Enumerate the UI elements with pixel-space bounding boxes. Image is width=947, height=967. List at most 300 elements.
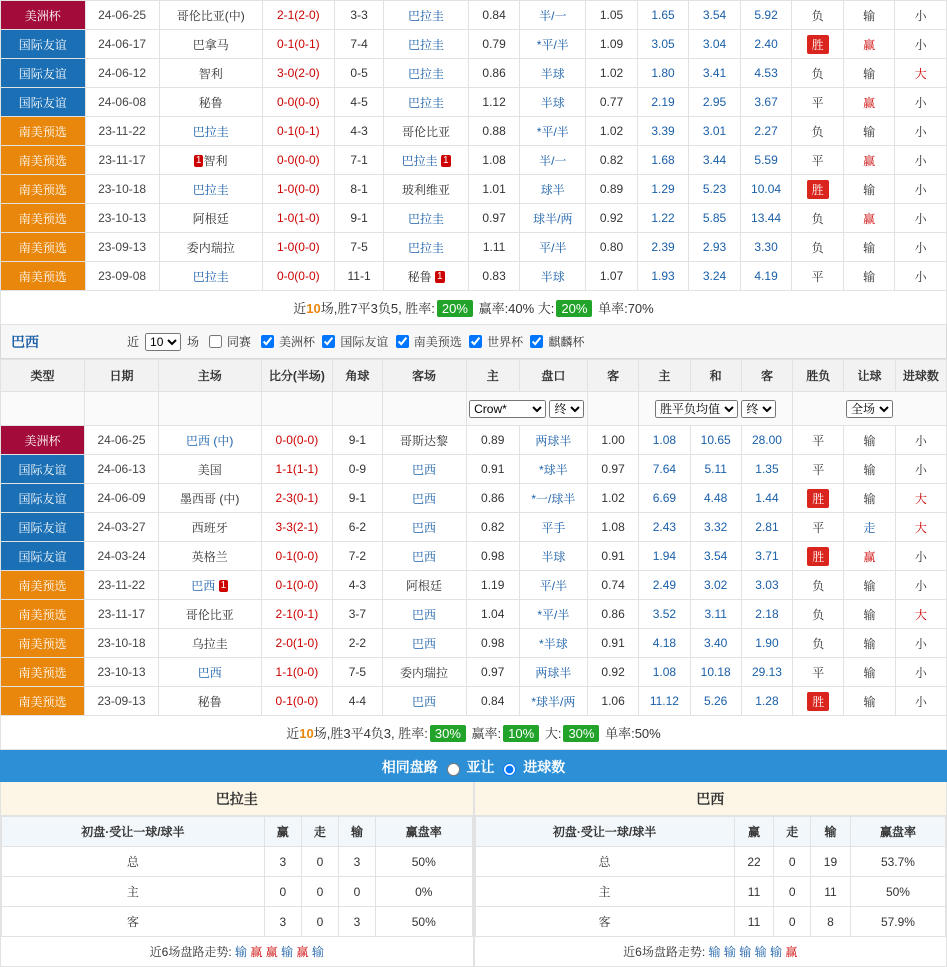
col-header-0[interactable]: 类型: [1, 360, 85, 392]
eu-draw: 10.65: [690, 426, 741, 455]
eu-draw: 3.04: [689, 30, 741, 59]
match-score: 2-1(2-0): [262, 1, 334, 30]
home-team[interactable]: [158, 426, 261, 455]
table-row[interactable]: [1, 1, 947, 30]
eu-lose: 4.53: [740, 59, 792, 88]
result-tag: 负: [812, 608, 824, 622]
result-goals: [895, 59, 947, 88]
result-handicap: [843, 30, 895, 59]
match-score: 3-3(2-1): [261, 513, 333, 542]
home-odds: 0.83: [468, 262, 520, 291]
same-league-text: 同赛: [227, 333, 251, 350]
eu-draw: 5.85: [689, 204, 741, 233]
eu-lose: 10.04: [740, 175, 792, 204]
home-team[interactable]: [159, 233, 262, 262]
result-tag: 胜: [807, 692, 829, 711]
league-filter-3[interactable]: [465, 332, 523, 351]
away-odds: 0.92: [587, 658, 638, 687]
away-odds: 1.05: [586, 1, 638, 30]
paraguay-road-panel: [0, 782, 474, 967]
trend-item: 输: [312, 945, 324, 959]
eu-lose: 1.44: [741, 484, 792, 513]
match-date: 24-06-17: [85, 30, 159, 59]
away-team[interactable]: [382, 484, 466, 513]
result-goals: [895, 455, 946, 484]
match-category: 南美预选: [1, 175, 86, 204]
summary-winrate: 20%: [437, 300, 473, 317]
road-option-handicap-radio[interactable]: [447, 763, 460, 776]
road-col-2: 走: [301, 817, 338, 847]
match-score: 2-1(0-1): [261, 600, 333, 629]
team-name: 墨西哥 (中): [180, 492, 239, 506]
match-category: 南美预选: [1, 117, 86, 146]
col-header-6[interactable]: 主: [466, 360, 519, 392]
home-team[interactable]: [158, 455, 261, 484]
road-label: 主: [2, 877, 265, 907]
result-tag: 平: [812, 521, 824, 535]
result-tag: 负: [812, 241, 824, 255]
corner-score: 6-2: [333, 513, 382, 542]
road-lose: 11: [811, 877, 851, 907]
home-team[interactable]: [159, 30, 262, 59]
match-category: 国际友谊: [1, 513, 85, 542]
team-name: 巴西: [412, 608, 436, 622]
subhead-blank-7: [587, 392, 638, 426]
col-header-4[interactable]: 角球: [333, 360, 382, 392]
col-header-12[interactable]: 胜负: [793, 360, 844, 392]
eu-lose: 1.28: [741, 687, 792, 716]
match-score: 0-1(0-0): [261, 542, 333, 571]
road-label: 主: [475, 877, 734, 907]
road-option-handicap-label: 亚让: [467, 759, 495, 775]
team-name: 巴拉圭: [193, 125, 229, 139]
table-row[interactable]: [1, 658, 947, 687]
match-score: 0-0(0-0): [262, 88, 334, 117]
paraguay-trend-values: [235, 945, 324, 959]
home-team[interactable]: [158, 600, 261, 629]
away-team[interactable]: [384, 146, 469, 175]
team-name: 阿根廷: [193, 212, 229, 226]
home-odds: 0.86: [466, 484, 519, 513]
team-name: 西班牙: [192, 521, 228, 535]
road-col-4: 赢盘率: [376, 817, 472, 847]
eu-win: 1.68: [637, 146, 689, 175]
eu-win: 2.19: [637, 88, 689, 117]
handicap: 半/一: [520, 146, 586, 175]
handicap: 两球半: [519, 658, 587, 687]
match-category: 南美预选: [1, 629, 85, 658]
away-team[interactable]: [384, 88, 469, 117]
result-tag: 走: [864, 521, 876, 535]
league-filter-1[interactable]: [318, 332, 388, 351]
league-filter-4[interactable]: [526, 332, 584, 351]
paraguay-trend-label: 近6场盘路走势:: [150, 945, 232, 959]
result-goals: [895, 233, 947, 262]
table-row[interactable]: [1, 146, 947, 175]
eu-win: 11.12: [639, 687, 690, 716]
result-tag: 负: [812, 637, 824, 651]
table-row[interactable]: [1, 600, 947, 629]
table-row[interactable]: [1, 687, 947, 716]
table-row[interactable]: [1, 629, 947, 658]
away-team[interactable]: [382, 455, 466, 484]
away-odds: 1.09: [586, 30, 638, 59]
handicap: 半/一: [520, 1, 586, 30]
trend-item: 输: [724, 945, 736, 959]
b-summary-bigrate: 30%: [563, 725, 599, 742]
road-rate: 53.7%: [850, 847, 945, 877]
away-team[interactable]: [382, 426, 466, 455]
home-odds: 1.08: [468, 146, 520, 175]
away-team[interactable]: [382, 571, 466, 600]
result-wl: [792, 175, 844, 204]
road-rate: 50%: [376, 847, 472, 877]
trend-item: 赢: [250, 945, 262, 959]
eu-draw: 3.01: [689, 117, 741, 146]
result-wl: [793, 600, 844, 629]
b-summary-winrate2: 10%: [503, 725, 539, 742]
result-goals: [895, 426, 946, 455]
handicap: 半球: [520, 59, 586, 88]
away-team[interactable]: [382, 542, 466, 571]
result-tag: 大: [915, 67, 927, 81]
team-name: 委内瑞拉: [187, 241, 235, 255]
match-category: 国际友谊: [1, 30, 86, 59]
away-team[interactable]: [384, 117, 469, 146]
match-score: 0-0(0-0): [262, 262, 334, 291]
result-wl: [792, 146, 844, 175]
summary-post: 单率:70%: [598, 301, 654, 316]
odds-type-select[interactable]: [655, 400, 738, 418]
eu-win: 3.05: [637, 30, 689, 59]
trend-item: 输: [281, 945, 293, 959]
league-filter-checkbox-2[interactable]: [396, 335, 409, 348]
col-header-5[interactable]: 客场: [382, 360, 466, 392]
road-col-1: 赢: [264, 817, 301, 847]
away-team[interactable]: [382, 687, 466, 716]
away-team[interactable]: [384, 175, 469, 204]
result-wl: [792, 30, 844, 59]
col-header-14[interactable]: 进球数: [895, 360, 946, 392]
odds-state-select[interactable]: [741, 400, 776, 418]
paraguay-trend: [1, 937, 473, 966]
result-tag: 平: [812, 154, 824, 168]
away-odds: 0.91: [587, 629, 638, 658]
venue-select[interactable]: [846, 400, 893, 418]
team-name: 巴西: [412, 463, 436, 477]
eu-win: 2.39: [637, 233, 689, 262]
away-team[interactable]: [384, 30, 469, 59]
away-team[interactable]: [382, 513, 466, 542]
eu-draw: 5.23: [689, 175, 741, 204]
league-filter-0[interactable]: [257, 332, 315, 351]
col-header-1[interactable]: 日期: [85, 360, 159, 392]
away-odds: 0.91: [587, 542, 638, 571]
home-team[interactable]: [158, 687, 261, 716]
col-header-3[interactable]: 比分(半场): [261, 360, 333, 392]
trend-item: 赢: [785, 945, 797, 959]
home-team[interactable]: [159, 1, 262, 30]
away-team[interactable]: [384, 204, 469, 233]
league-filter-checkbox-1[interactable]: [322, 335, 335, 348]
brazil-table-header: [1, 360, 947, 392]
table-row[interactable]: [1, 426, 947, 455]
away-odds: 1.02: [587, 484, 638, 513]
match-date: 24-06-08: [85, 88, 159, 117]
corner-score: 7-5: [333, 658, 382, 687]
table-row[interactable]: [1, 513, 947, 542]
col-header-9[interactable]: 主: [639, 360, 690, 392]
table-row[interactable]: [1, 233, 947, 262]
road-draw: 0: [774, 907, 811, 937]
away-team[interactable]: [382, 629, 466, 658]
same-road-bar: [0, 750, 947, 782]
match-score: 1-0(0-0): [262, 175, 334, 204]
home-team[interactable]: [158, 513, 261, 542]
away-team[interactable]: [382, 600, 466, 629]
home-odds: 0.88: [468, 117, 520, 146]
result-wl: [793, 658, 844, 687]
road-row: [475, 907, 946, 937]
table-row[interactable]: [1, 542, 947, 571]
table-row[interactable]: [1, 88, 947, 117]
home-team[interactable]: [158, 629, 261, 658]
away-team[interactable]: [384, 262, 469, 291]
result-handicap: [844, 513, 895, 542]
result-tag: 负: [812, 9, 824, 23]
result-tag: 小: [915, 666, 927, 680]
match-score: 2-0(1-0): [261, 629, 333, 658]
match-category: 南美预选: [1, 571, 85, 600]
eu-draw: 2.93: [689, 233, 741, 262]
corner-score: 11-1: [334, 262, 383, 291]
result-tag: 小: [915, 9, 927, 23]
road-col-3: 输: [338, 817, 375, 847]
road-win: 11: [734, 907, 774, 937]
result-goals: [895, 175, 947, 204]
home-team[interactable]: [158, 484, 261, 513]
result-tag: 平: [812, 270, 824, 284]
result-wl: [793, 426, 844, 455]
brazil-road-title: 巴西: [475, 782, 947, 816]
table-row[interactable]: [1, 455, 947, 484]
away-odds: 0.74: [587, 571, 638, 600]
near-count-select[interactable]: [145, 333, 181, 351]
team-badge: 1: [435, 271, 445, 283]
table-row[interactable]: [1, 30, 947, 59]
corner-score: 0-9: [333, 455, 382, 484]
eu-win: 1.65: [637, 1, 689, 30]
team-name: 巴西: [198, 666, 222, 680]
league-filter-2[interactable]: [392, 332, 462, 351]
road-row: [2, 847, 473, 877]
home-team[interactable]: [159, 146, 262, 175]
match-category: 国际友谊: [1, 484, 85, 513]
league-filter-checkbox-3[interactable]: [469, 335, 482, 348]
result-tag: 小: [915, 434, 927, 448]
road-option-goals-label: 进球数: [523, 759, 565, 775]
team-name: 巴拉圭: [408, 96, 444, 110]
result-tag: 小: [915, 212, 927, 226]
trend-item: 输: [755, 945, 767, 959]
col-header-13[interactable]: 让球: [844, 360, 895, 392]
home-team[interactable]: [158, 658, 261, 687]
table-row[interactable]: [1, 484, 947, 513]
match-date: 23-11-17: [85, 600, 159, 629]
match-date: 24-06-13: [85, 455, 159, 484]
away-odds: 1.07: [586, 262, 638, 291]
road-col-1: 赢: [734, 817, 774, 847]
home-team[interactable]: [158, 542, 261, 571]
home-odds: 1.01: [468, 175, 520, 204]
away-odds: 0.82: [586, 146, 638, 175]
result-wl: [792, 1, 844, 30]
trend-item: 输: [770, 945, 782, 959]
result-handicap: [844, 571, 895, 600]
result-goals: [895, 30, 947, 59]
team-name: 哥伦比亚: [186, 608, 234, 622]
league-filter-checkbox-0[interactable]: [261, 335, 274, 348]
col-header-7[interactable]: 盘口: [519, 360, 587, 392]
corner-score: 9-1: [333, 484, 382, 513]
eu-win: 1.29: [637, 175, 689, 204]
home-odds: 0.84: [466, 687, 519, 716]
same-league-checkbox-label[interactable]: [205, 332, 251, 351]
away-odds: 1.00: [587, 426, 638, 455]
company-state-select[interactable]: [549, 400, 584, 418]
eu-lose: 2.40: [740, 30, 792, 59]
away-odds: 1.06: [587, 687, 638, 716]
result-tag: 输: [864, 695, 876, 709]
home-team[interactable]: [159, 262, 262, 291]
eu-lose: 29.13: [741, 658, 792, 687]
subhead-blank-5: [333, 392, 382, 426]
match-category: 南美预选: [1, 204, 86, 233]
away-odds: 0.89: [586, 175, 638, 204]
road-col-0: 初盘·受让一球/球半: [475, 817, 734, 847]
eu-draw: 3.24: [689, 262, 741, 291]
same-league-checkbox[interactable]: [209, 335, 222, 348]
eu-draw: 3.41: [689, 59, 741, 88]
match-category: 南美预选: [1, 146, 86, 175]
eu-win: 2.49: [639, 571, 690, 600]
col-header-10[interactable]: 和: [690, 360, 741, 392]
table-row[interactable]: [1, 59, 947, 88]
road-draw: 0: [774, 877, 811, 907]
corner-score: 2-2: [333, 629, 382, 658]
result-tag: 平: [812, 666, 824, 680]
road-col-3: 输: [811, 817, 851, 847]
league-filter-label-3: 世界杯: [487, 333, 523, 350]
brazil-table-subhead: [1, 392, 947, 426]
league-filter-label-1: 国际友谊: [340, 333, 388, 350]
company-select[interactable]: [469, 400, 546, 418]
away-team[interactable]: [384, 233, 469, 262]
team-name: 巴拉圭: [408, 212, 444, 226]
away-odds: 0.97: [587, 455, 638, 484]
handicap: 半球: [519, 542, 587, 571]
road-option-goals-radio[interactable]: [503, 763, 516, 776]
home-team[interactable]: [158, 571, 261, 600]
away-team[interactable]: [384, 1, 469, 30]
home-team[interactable]: [159, 204, 262, 233]
result-tag: 小: [915, 125, 927, 139]
result-tag: 输: [864, 434, 876, 448]
subhead-blank-6: [382, 392, 466, 426]
home-odds: 1.11: [468, 233, 520, 262]
result-wl: [793, 513, 844, 542]
result-tag: 小: [915, 38, 927, 52]
result-wl: [792, 233, 844, 262]
table-row[interactable]: [1, 262, 947, 291]
team-name: 阿根廷: [406, 579, 442, 593]
result-tag: 小: [915, 579, 927, 593]
corner-score: 3-3: [334, 1, 383, 30]
away-team[interactable]: [384, 59, 469, 88]
result-goals: [895, 88, 947, 117]
eu-draw: 3.44: [689, 146, 741, 175]
b-summary-post: 单率:50%: [605, 726, 661, 741]
brazil-trend: [475, 937, 947, 966]
eu-lose: 1.35: [741, 455, 792, 484]
home-odds: 0.79: [468, 30, 520, 59]
home-odds: 1.12: [468, 88, 520, 117]
league-filter-checkbox-4[interactable]: [530, 335, 543, 348]
field-label: 场: [187, 333, 199, 350]
eu-win: 1.80: [637, 59, 689, 88]
road-win: 0: [264, 877, 301, 907]
col-header-11[interactable]: 客: [741, 360, 792, 392]
col-header-2[interactable]: 主场: [158, 360, 261, 392]
road-draw: 0: [301, 847, 338, 877]
road-header-row: [2, 817, 473, 847]
match-date: 24-06-09: [85, 484, 159, 513]
team-name: 巴拉圭: [408, 38, 444, 52]
team-name: 巴西: [412, 550, 436, 564]
home-team[interactable]: [159, 59, 262, 88]
match-date: 23-10-18: [85, 629, 159, 658]
match-category: 国际友谊: [1, 542, 85, 571]
table-row[interactable]: [1, 175, 947, 204]
table-row[interactable]: [1, 204, 947, 233]
team-name: 哥斯达黎: [400, 434, 448, 448]
col-header-8[interactable]: 客: [587, 360, 638, 392]
home-team[interactable]: [159, 88, 262, 117]
home-odds: 0.98: [466, 629, 519, 658]
away-team[interactable]: [382, 658, 466, 687]
away-odds: 1.08: [587, 513, 638, 542]
table-row[interactable]: [1, 117, 947, 146]
home-team[interactable]: [159, 175, 262, 204]
eu-lose: 5.59: [740, 146, 792, 175]
trend-item: 输: [739, 945, 751, 959]
corner-score: 3-7: [333, 600, 382, 629]
result-goals: [895, 629, 946, 658]
result-handicap: [843, 204, 895, 233]
team-name: 巴拉圭: [408, 67, 444, 81]
b-summary-mid2: 赢率:: [472, 726, 502, 741]
result-tag: 胜: [807, 547, 829, 566]
league-filter-label-2: 南美预选: [414, 333, 462, 350]
eu-draw: 3.54: [690, 542, 741, 571]
table-row[interactable]: [1, 571, 947, 600]
home-odds: 1.19: [466, 571, 519, 600]
home-team[interactable]: [159, 117, 262, 146]
result-tag: 小: [915, 695, 927, 709]
match-score: 1-0(1-0): [262, 204, 334, 233]
result-tag: 输: [864, 608, 876, 622]
away-odds: 0.80: [586, 233, 638, 262]
